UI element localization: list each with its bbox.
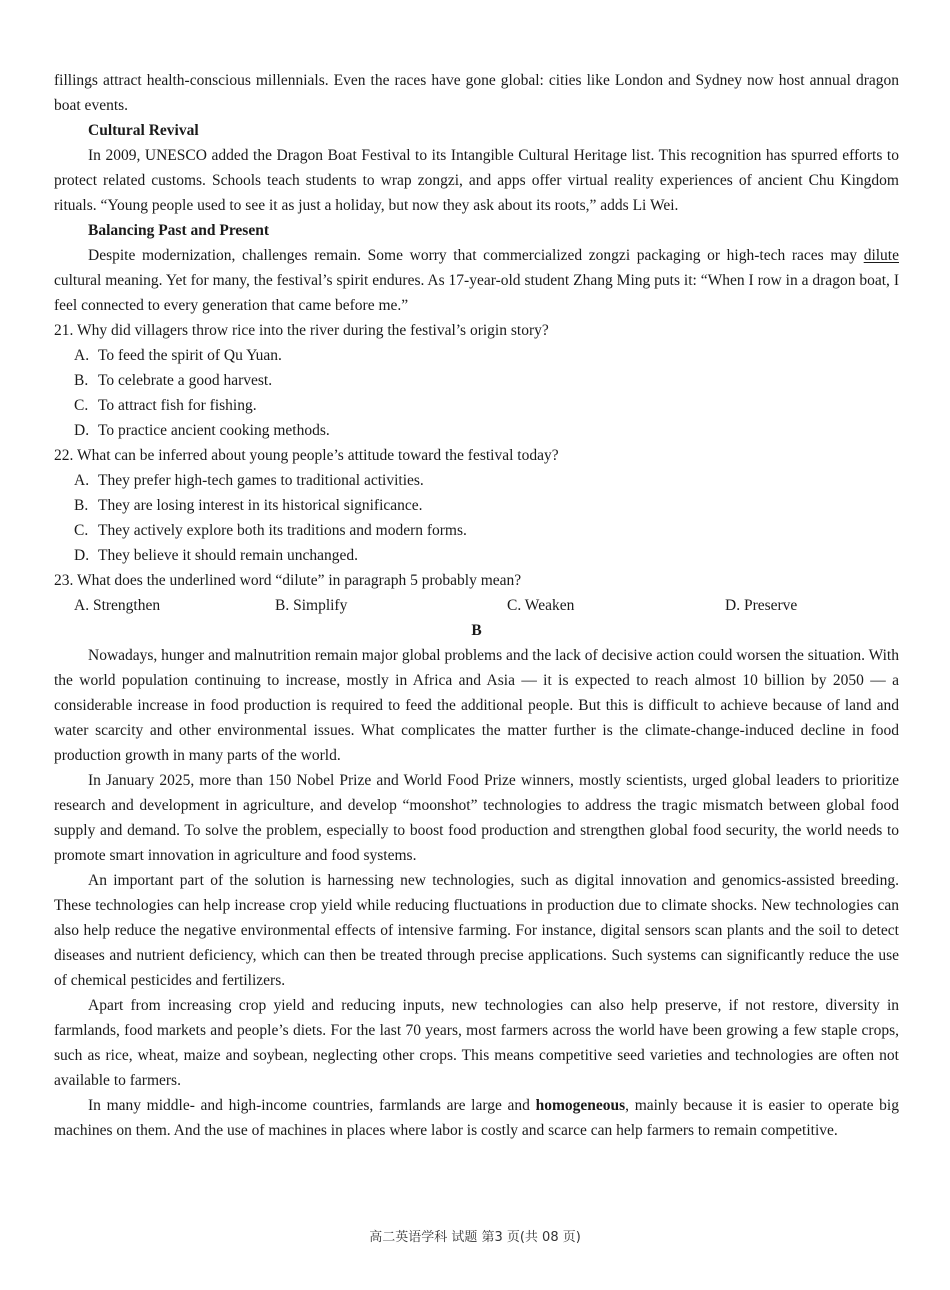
option-text: They believe it should remain unchanged. <box>98 547 358 564</box>
option-text: To attract fish for fishing. <box>98 397 257 414</box>
passage-b-paragraph-4: Apart from increasing crop yield and reducing inputs, new technologies can also help preserve, if not restore, diversity in farmlands, food markets and people’s diets. For the last 70 years, most farmers across the world have been growing a few staple crops, such as rice, wheat, maize and soybean, neglecting other crops. This means competitive seed varieties and technologies are often not available to farmers. <box>54 997 899 1089</box>
para5-text-pre: In many middle- and high-income countries, farmlands are large and <box>88 1097 536 1114</box>
question-22-option-c <box>54 518 899 543</box>
passage-b-paragraph-5 <box>54 1093 899 1143</box>
question-23-options <box>54 593 899 618</box>
question-21-option-b <box>54 368 899 393</box>
option-label: A. <box>74 472 90 489</box>
option-label: A. <box>74 347 90 364</box>
balance-text-pre: Despite modernization, challenges remain. Some worry that commercialized zongzi packaging or high-tech races may <box>88 247 864 264</box>
question-21-option-d <box>54 418 899 443</box>
option-text: They prefer high-tech games to traditional activities. <box>98 472 424 489</box>
question-22-option-a <box>54 468 899 493</box>
option-text: They actively explore both its traditions and modern forms. <box>98 522 467 539</box>
question-21-stem: 21. Why did villagers throw rice into the river during the festival’s origin story? <box>54 322 549 339</box>
option-label: B. <box>74 497 89 514</box>
question-23-stem: 23. What does the underlined word “dilute” in paragraph 5 probably mean? <box>54 572 522 589</box>
question-22-option-b <box>54 493 899 518</box>
page-footer: 高二英语学科 试题 第3 页(共 08 页) <box>369 1230 581 1245</box>
passage-b-paragraph-2: In January 2025, more than 150 Nobel Prize and World Food Prize winners, mostly scientists, urged global leaders to prioritize research and development in agriculture, and develop “moonshot” technologies to address the tragic mismatch between global food supply and demand. To solve the problem, especially to boost food production and strengthen global food security, the world needs to promote smart innovation in agriculture and food systems. <box>54 772 899 864</box>
question-23-option-b: B. Simplify <box>275 597 348 614</box>
option-label: D. <box>74 422 90 439</box>
paragraph-balancing <box>54 243 899 318</box>
option-text: To practice ancient cooking methods. <box>98 422 330 439</box>
question-21-option-c <box>54 393 899 418</box>
option-label: C. <box>74 397 89 414</box>
question-23-option-a: A. Strengthen <box>74 597 161 614</box>
option-label: D. <box>74 547 90 564</box>
para5-text-post: , mainly because it is easier to operate big machines on them. And the use of machines in places where labor is costly and scarce can help farmers to remain competitive. <box>54 1097 899 1139</box>
question-21-option-a <box>54 343 899 368</box>
question-22-option-d <box>54 543 899 568</box>
option-text: To feed the spirit of Qu Yuan. <box>98 347 282 364</box>
question-22-stem: 22. What can be inferred about young people’s attitude toward the festival today? <box>54 447 559 464</box>
exam-page <box>54 68 899 1143</box>
option-label: C. <box>74 522 89 539</box>
option-label: B. <box>74 372 89 389</box>
question-23-option-c: C. Weaken <box>507 597 575 614</box>
underlined-word-dilute: dilute <box>863 247 899 264</box>
question-23-option-d: D. Preserve <box>725 597 798 614</box>
section-title-b: B <box>471 622 482 639</box>
option-text: To celebrate a good harvest. <box>98 372 273 389</box>
passage-a-continuation: fillings attract health-conscious millennials. Even the races have gone global: cities like London and Sydney now host annual dragon boat events. <box>54 72 899 114</box>
balance-text-post: cultural meaning. Yet for many, the festival’s spirit endures. As 17-year-old student Zhang Ming puts it: “When I row in a dragon boat, I feel connected to every generation that came before me.” <box>54 272 899 314</box>
heading-cultural-revival: Cultural Revival <box>88 122 199 139</box>
paragraph-cultural-revival: In 2009, UNESCO added the Dragon Boat Festival to its Intangible Cultural Heritage list. This recognition has spurred efforts to protect related customs. Schools teach students to wrap zongzi, and apps offer virtual reality experiences of ancient Chu Kingdom rituals. “Young people used to see it as just a holiday, but now they ask about its roots,” adds Li Wei. <box>54 147 899 214</box>
heading-balancing-past-present: Balancing Past and Present <box>88 222 269 239</box>
bold-word-homogeneous: homogeneous <box>535 1097 626 1114</box>
passage-b-paragraph-1: Nowadays, hunger and malnutrition remain major global problems and the lack of decisive action could worsen the situation. With the world population continuing to increase, mostly in Africa and Asia — it is expected to reach almost 10 billion by 2050 — a considerable increase in food production is required to feed the additional people. But this is difficult to achieve because of land and water scarcity and other environmental issues. What complicates the matter further is the climate-change-induced decline in food production growth in many parts of the world. <box>54 647 899 764</box>
passage-b-paragraph-3: An important part of the solution is harnessing new technologies, such as digital innovation and genomics-assisted breeding. These technologies can help increase crop yield while reducing fluctuations in production due to climate shocks. New technologies can also help reduce the negative environmental effects of intensive farming. For instance, digital sensors scan plants and the soil to detect diseases and nutrient deficiency, which can then be treated through precise applications. Such systems can significantly reduce the use of chemical pesticides and fertilizers. <box>54 872 899 989</box>
option-text: They are losing interest in its historical significance. <box>98 497 423 514</box>
